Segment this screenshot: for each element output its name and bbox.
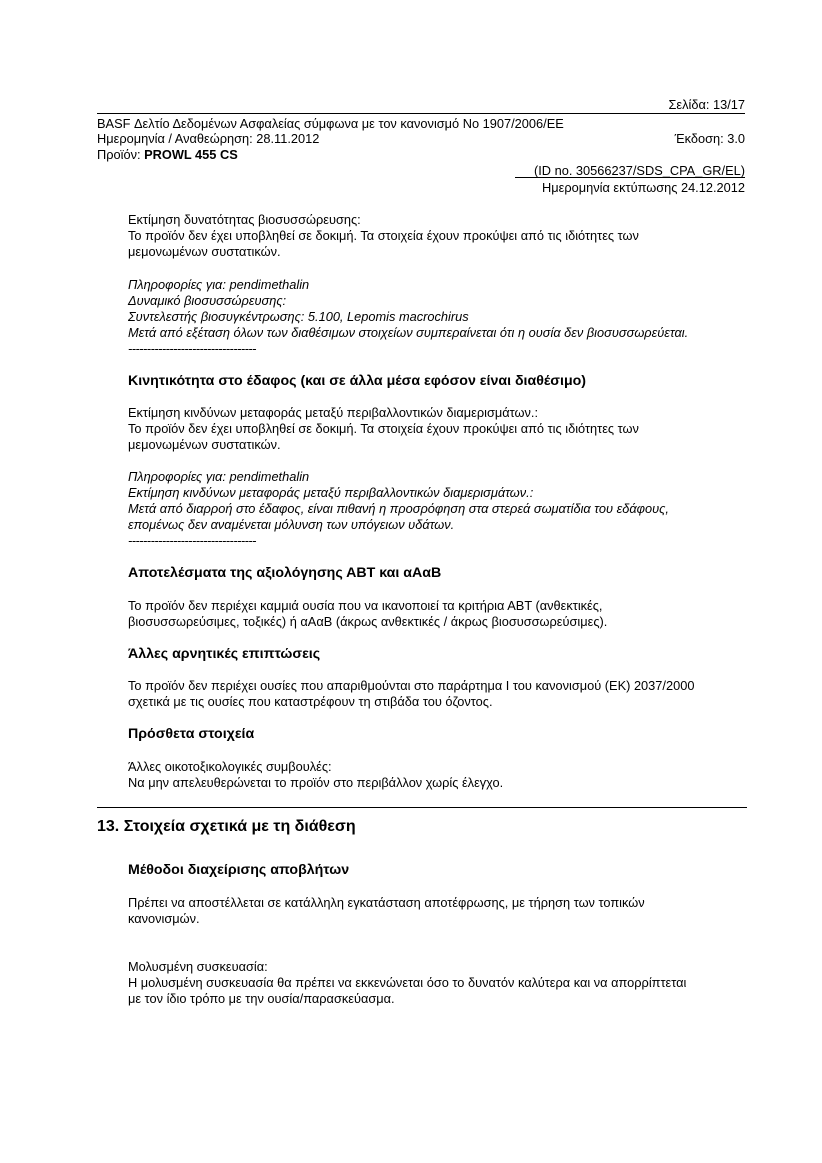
product-label: Προϊόν: <box>97 147 145 162</box>
text-line: Εκτίμηση κινδύνων μεταφοράς μεταξύ περιβαλλοντικών διαμερισμάτων.: <box>128 405 539 420</box>
text-line: Εκτίμηση κινδύνων μεταφοράς μεταξύ περιβαλλοντικών διαμερισμάτων.: <box>128 485 534 500</box>
text-line: Συντελεστής βιοσυγκέντρωσης: 5.100, Lepomis macrochirus <box>128 309 469 324</box>
mobility-info <box>128 469 758 549</box>
text-line: Το προϊόν δεν έχει υποβληθεί σε δοκιμή. Τα στοιχεία έχουν προκύψει από τις ιδιότητες των <box>128 421 639 436</box>
text-line: Εκτίμηση δυνατότητας βιοσυσσώρευσης: <box>128 212 361 227</box>
text-line: Πληροφορίες για: pendimethalin <box>128 469 310 484</box>
header-top-rule <box>97 113 745 114</box>
waste-methods-heading: Μέθοδοι διαχείρισης αποβλήτων <box>128 862 350 878</box>
id-number: (ID no. 30566237/SDS_CPA_GR/EL) <box>533 163 745 178</box>
additional-info-heading: Πρόσθετα στοιχεία <box>128 726 255 742</box>
mobility-block <box>128 405 758 453</box>
text-line: Να μην απελευθερώνεται το προϊόν στο περιβάλλον χωρίς έλεγχο. <box>128 775 504 790</box>
mobility-heading: Κινητικότητα στο έδαφος (και σε άλλα μέσα εφόσον είναι διαθέσιμο) <box>128 373 587 389</box>
page-number: Σελίδα: 13/17 <box>668 97 745 112</box>
text-line: επομένως δεν αναμένεται μόλυνση των υπόγειων υδάτων. <box>128 517 455 532</box>
date-revision: Ημερομηνία / Αναθεώρηση: 28.11.2012 <box>97 131 320 146</box>
pbt-block <box>128 598 758 630</box>
text-line: Το προϊόν δεν έχει υποβληθεί σε δοκιμή. Τα στοιχεία έχουν προκύψει από τις ιδιότητες των <box>128 228 639 243</box>
dashed-separator: ---------------------------------- <box>128 341 256 356</box>
text-line: σχετικά με τις ουσίες που καταστρέφουν τη στιβάδα του όζοντος. <box>128 694 493 709</box>
dashed-separator: ---------------------------------- <box>128 533 256 548</box>
product-name: PROWL 455 CS <box>144 147 238 162</box>
bioaccumulation-block <box>128 212 758 260</box>
text-line: Πληροφορίες για: pendimethalin <box>128 277 310 292</box>
text-line: Άλλες οικοτοξικολογικές συμβουλές: <box>128 759 332 774</box>
version: Έκδοση: 3.0 <box>674 131 745 146</box>
text-line: με τον ίδιο τρόπο με την ουσία/παρασκεύασμα. <box>128 991 395 1006</box>
contaminated-packaging-block <box>128 959 758 1007</box>
document-title: BASF Δελτίο Δεδομένων Ασφαλείας σύμφωνα με τον κανονισμό Νο 1907/2006/ΕΕ <box>97 116 564 131</box>
text-line: Μολυσμένη συσκευασία: <box>128 959 268 974</box>
text-line: Δυναμικό βιοσυσσώρευσης: <box>128 293 287 308</box>
waste-methods-block <box>128 895 758 927</box>
text-line: Η μολυσμένη συσκευασία θα πρέπει να εκκενώνεται όσο το δυνατόν καλύτερα και να απορρίπτεται <box>128 975 687 990</box>
text-line: μεμονωμένων συστατικών. <box>128 244 281 259</box>
text-line: Πρέπει να αποστέλλεται σε κατάλληλη εγκατάσταση αποτέφρωσης, με τήρηση των τοπικών <box>128 895 645 910</box>
section-13-heading: 13. Στοιχεία σχετικά με τη διάθεση <box>97 818 356 835</box>
other-effects-block <box>128 678 758 710</box>
text-line: Το προϊόν δεν περιέχει καμμιά ουσία που να ικανοποιεί τα κριτήρια ΑΒΤ (ανθεκτικές, <box>128 598 603 613</box>
text-line: βιοσυσσωρεύσιμες, τοξικές) ή αΑαΒ (άκρως ανθεκτικές / άκρως βιοσυσσωρεύσιμες). <box>128 614 608 629</box>
text-line: μεμονωμένων συστατικών. <box>128 437 281 452</box>
bioaccumulation-info <box>128 277 758 357</box>
product-line <box>97 147 238 163</box>
text-line: κανονισμών. <box>128 911 200 926</box>
additional-info-block <box>128 759 758 791</box>
other-effects-heading: Άλλες αρνητικές επιπτώσεις <box>128 646 321 662</box>
section-rule <box>97 807 747 808</box>
print-date: Ημερομηνία εκτύπωσης 24.12.2012 <box>542 180 745 195</box>
text-line: Το προϊόν δεν περιέχει ουσίες που απαριθμούνται στο παράρτημα I του κανονισμού (ΕΚ) 2037/2000 <box>128 678 695 693</box>
text-line: Μετά από διαρροή στο έδαφος, είναι πιθανή η προσρόφηση στα στερεά σωματίδια του εδάφους, <box>128 501 669 516</box>
text-line: Μετά από εξέταση όλων των διαθέσιμων στοιχείων συμπεραίνεται ότι η ουσία δεν βιοσυσσωρεύεται. <box>128 325 689 340</box>
pbt-heading: Αποτελέσματα της αξιολόγησης ΑΒΤ και αΑαΒ <box>128 565 442 581</box>
